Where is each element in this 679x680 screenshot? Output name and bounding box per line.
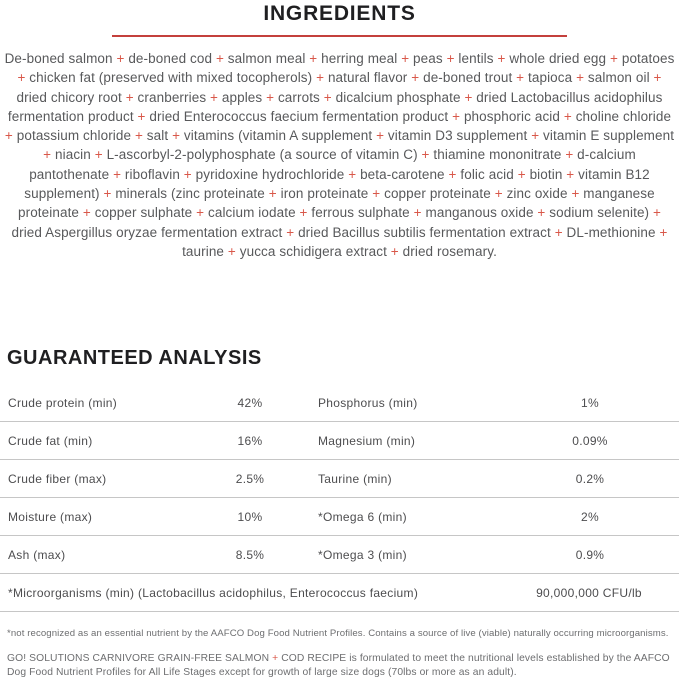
ga-cell-left: [0, 548, 310, 562]
ga-nutrient-value: 10%: [237, 509, 263, 524]
plus-separator: +: [109, 166, 125, 182]
ga-nutrient-label: Ash (max): [8, 547, 66, 562]
plus-separator: +: [264, 186, 281, 202]
ga-cell-right: [310, 472, 679, 486]
ga-nutrient-label: Crude protein (min): [8, 395, 118, 410]
plus-separator: +: [655, 224, 668, 240]
plus-separator: +: [312, 70, 328, 86]
plus-separator: +: [295, 205, 312, 221]
plus-separator: +: [490, 186, 507, 202]
ga-nutrient-label: Crude fat (min): [8, 433, 93, 448]
guaranteed-analysis-title: GUARANTEED ANALYSIS: [7, 347, 262, 370]
plus-separator: +: [444, 166, 461, 182]
plus-separator: +: [192, 205, 208, 221]
ga-nutrient-label: *Omega 3 (min): [318, 547, 407, 562]
ga-row: [0, 384, 679, 422]
formulation-footnote: GO! SOLUTIONS CARNIVORE GRAIN-FREE SALMON + COD RECIPE is formulated to meet the nutritional levels established by the AAFCO Dog Food Nutrient Profiles for All Life Stages except for growth of large size dogs (70lbs or more as an adult).: [7, 653, 670, 679]
ga-nutrient-value: 0.09%: [572, 433, 608, 448]
plus-separator: +: [269, 653, 282, 665]
ga-row-microorganisms: [0, 574, 679, 612]
plus-separator: +: [560, 108, 576, 124]
plus-separator: +: [513, 166, 530, 182]
plus-separator: +: [527, 128, 544, 144]
ga-row: [0, 460, 679, 498]
plus-separator: +: [572, 70, 588, 86]
plus-separator: +: [4, 128, 17, 144]
plus-separator: +: [493, 51, 510, 66]
plus-separator: +: [90, 147, 107, 163]
ingredients-paragraph: De-boned salmon + de-boned cod + salmon meal + herring meal + peas + lentils + whole dried egg + potatoes + chicken fat (preserved with mixed tocopherols) + natural flavor + de-boned trout + tapioca + salmon oil + dried chicory root + cranberries + apples + carrots + dicalcium phosphate + dried Lactobacillus acidophilus fermentation product + dried Enterococcus faecium fermentation product + phosphoric acid + choline chloride + potassium chloride + salt + vitamins (vitamin A supplement + vitamin D3 supplement + vitamin E supplement + niacin + L-ascorbyl-2-polyphosphate (a source of vitamin C) + thiamine mononitrate + d-calcium pantothenate + riboflavin + pyridoxine hydrochloride + beta-carotene + folic acid + biotin + vitamin B12 supplement) + minerals (zinc proteinate + iron proteinate + copper proteinate + zinc oxide + manganese proteinate + copper sulphate + calcium iodate + ferrous sulphate + manganous oxide + sodium selenite) + dried Aspergillus oryzae fermentation extract + dried Bacillus subtilis fermentation extract + DL-methionine + taurine + yucca schidigera extract + dried rosemary.: [4, 51, 675, 259]
ga-row: [0, 422, 679, 460]
ga-row: [0, 498, 679, 536]
plus-separator: +: [550, 224, 567, 240]
plus-separator: +: [512, 70, 528, 86]
ga-nutrient-label: *Omega 6 (min): [318, 509, 407, 524]
plus-separator: +: [409, 205, 426, 221]
plus-separator: +: [131, 128, 147, 144]
plus-separator: +: [372, 128, 388, 144]
plus-separator: +: [397, 51, 414, 66]
plus-separator: +: [168, 128, 184, 144]
plus-separator: +: [649, 205, 661, 221]
plus-separator: +: [121, 89, 138, 105]
ga-nutrient-label: *Microorganisms (min) (Lactobacillus acidophilus, Enterococcus faecium): [8, 585, 419, 600]
ga-nutrient-label: Magnesium (min): [318, 433, 416, 448]
plus-separator: +: [99, 186, 116, 202]
ga-nutrient-label: Moisture (max): [8, 509, 93, 524]
plus-separator: +: [562, 166, 579, 182]
plus-separator: +: [179, 166, 196, 182]
plus-separator: +: [262, 89, 278, 105]
ga-cell-left: [0, 396, 310, 410]
ga-cell-left: [0, 510, 310, 524]
plus-separator: +: [567, 186, 584, 202]
ga-nutrient-value: 0.9%: [575, 547, 605, 562]
plus-separator: +: [606, 51, 622, 66]
plus-separator: +: [649, 70, 662, 86]
aafco-footnote: *not recognized as an essential nutrient by the AAFCO Dog Food Nutrient Profiles. Contains a source of live (viable) naturally occurring microorganisms.: [7, 628, 669, 640]
ga-nutrient-value: 0.2%: [575, 471, 605, 486]
ga-nutrient-label: Taurine (min): [318, 471, 392, 486]
ga-cell-right: [310, 548, 679, 562]
ga-row: [0, 536, 679, 574]
ga-nutrient-value: 8.5%: [235, 547, 265, 562]
plus-separator: +: [17, 70, 30, 86]
plus-separator: +: [133, 108, 150, 124]
plus-separator: +: [533, 205, 550, 221]
product-label-page: [0, 2, 679, 677]
plus-separator: +: [460, 89, 477, 105]
plus-separator: +: [386, 243, 403, 259]
ga-cell-left: [0, 472, 310, 486]
plus-separator: +: [448, 108, 464, 124]
plus-separator: +: [212, 51, 228, 66]
plus-separator: +: [368, 186, 385, 202]
plus-separator: +: [344, 166, 361, 182]
plus-separator: +: [407, 70, 424, 86]
guaranteed-analysis-table: [0, 384, 679, 612]
plus-separator: +: [206, 89, 222, 105]
plus-separator: +: [319, 89, 336, 105]
plus-separator: +: [442, 51, 459, 66]
ga-nutrient-value: 90,000,000 CFU/lb: [536, 585, 642, 600]
red-divider: [112, 35, 567, 37]
ga-nutrient-label: Phosphorus (min): [318, 395, 418, 410]
plus-separator: +: [561, 147, 578, 163]
plus-separator: +: [112, 51, 129, 66]
ga-nutrient-value: 1%: [581, 395, 599, 410]
ga-nutrient-label: Crude fiber (max): [8, 471, 107, 486]
ga-nutrient-value: 2.5%: [235, 471, 265, 486]
plus-separator: +: [224, 243, 240, 259]
plus-separator: +: [417, 147, 434, 163]
ga-nutrient-value: 2%: [581, 509, 599, 524]
ingredients-title: INGREDIENTS: [263, 2, 416, 25]
plus-separator: +: [282, 224, 299, 240]
ga-cell-left: [0, 434, 310, 448]
plus-separator: +: [79, 205, 95, 221]
ga-cell-right: [310, 510, 679, 524]
ga-nutrient-value: 16%: [237, 433, 263, 448]
ga-cell-right: [310, 434, 679, 448]
plus-separator: +: [43, 147, 55, 163]
ga-nutrient-value: 42%: [237, 395, 263, 410]
plus-separator: +: [305, 51, 322, 66]
ga-cell-right: [310, 396, 679, 410]
